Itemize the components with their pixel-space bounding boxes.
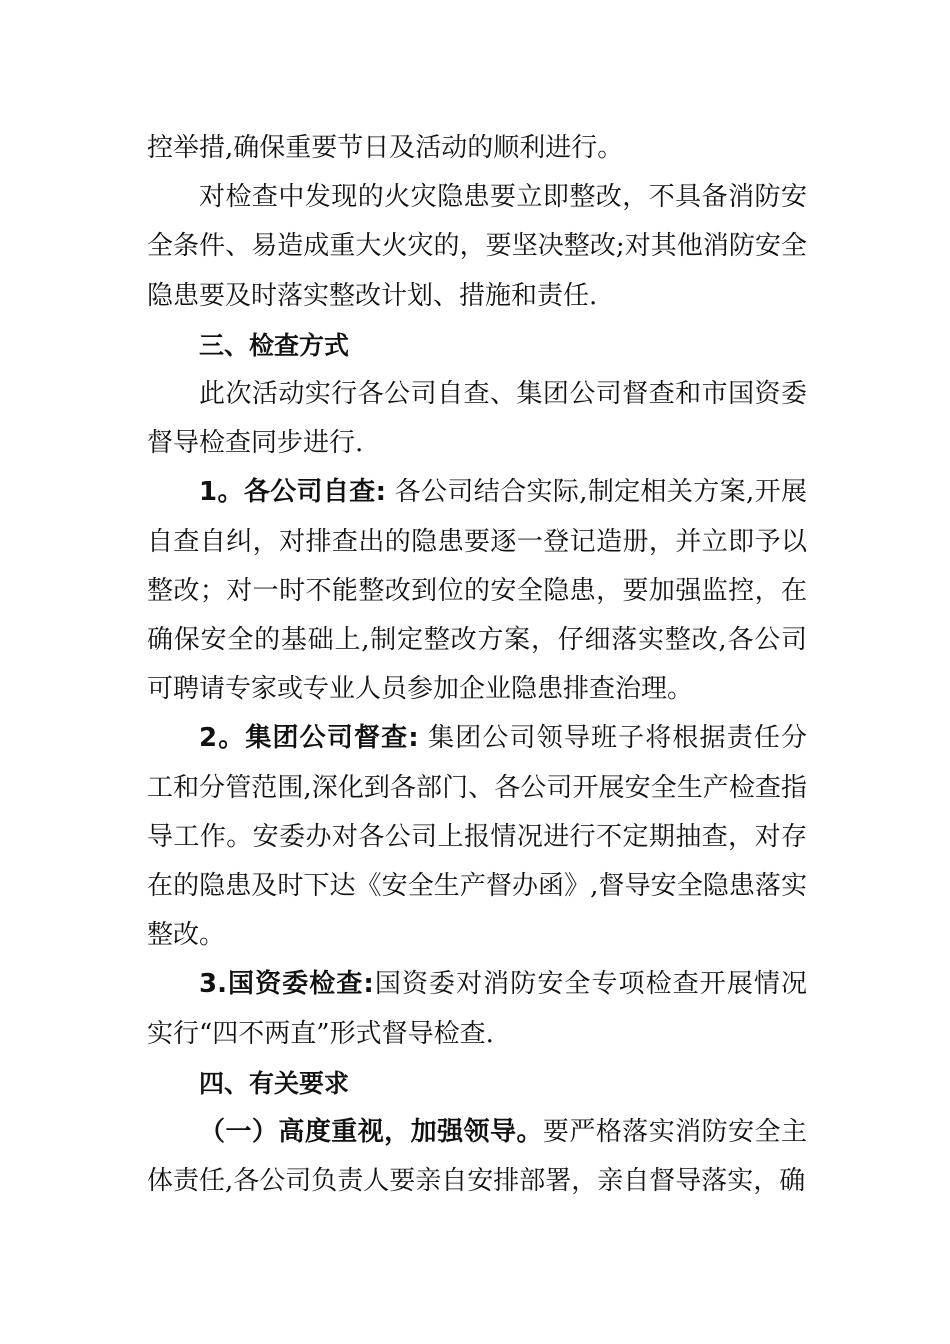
list-item-lead: （一）高度重视，加强领导。 [199, 1117, 543, 1148]
paragraph-inspection-overview: 此次活动实行各公司自查、集团公司督查和市国资委督导检查同步进行. [147, 379, 807, 459]
list-item-leadership [147, 1108, 807, 1206]
list-item-text: 要严格落实消防安全主体责任,各公司负责人要亲自安排部署，亲自督导落实，确 [147, 1117, 807, 1197]
list-item-lead: 2。集团公司督查: [199, 723, 419, 754]
document-body [147, 124, 807, 1206]
section-heading-requirements: 四、有关要求 [199, 1068, 350, 1098]
paragraph-hazard-rectification: 对检查中发现的火灾隐患要立即整改，不具备消防安全条件、易造成重大火灾的，要坚决整改;对其他消防安全隐患要及时落实整改计划、措施和责任. [147, 182, 807, 311]
section-heading-inspection-method: 三、检查方式 [199, 330, 350, 360]
list-item-group-supervision [147, 714, 807, 960]
list-item-lead: 3.国资委检查: [199, 969, 374, 1000]
list-item-lead: 1。各公司自查: [199, 477, 387, 508]
list-item-text: 集团公司领导班子将根据责任分工和分管范围,深化到各部门、各公司开展安全生产检查指导工作。安委办对各公司上报情况进行不定期抽查，对存在的隐患及时下达《安全生产督办函》,督导安全隐患落实整改。 [147, 723, 807, 951]
list-item-text: 各公司结合实际,制定相关方案,开展自查自纠，对排查出的隐患要逐一登记造册，并立即予以整改；对一时不能整改到位的安全隐患，要加强监控，在确保安全的基础上,制定整改方案，仔细落实整改,各公司可聘请专家或专业人员参加企业隐患排查治理。 [147, 477, 807, 705]
list-item-self-inspection [147, 468, 807, 714]
paragraph-continuation: 控举措,确保重要节日及活动的顺利进行。 [147, 133, 624, 163]
list-item-text: 国资委对消防安全专项检查开展情况实行“四不两直”形式督导检查. [147, 969, 807, 1049]
list-item-sasac-inspection [147, 960, 807, 1058]
